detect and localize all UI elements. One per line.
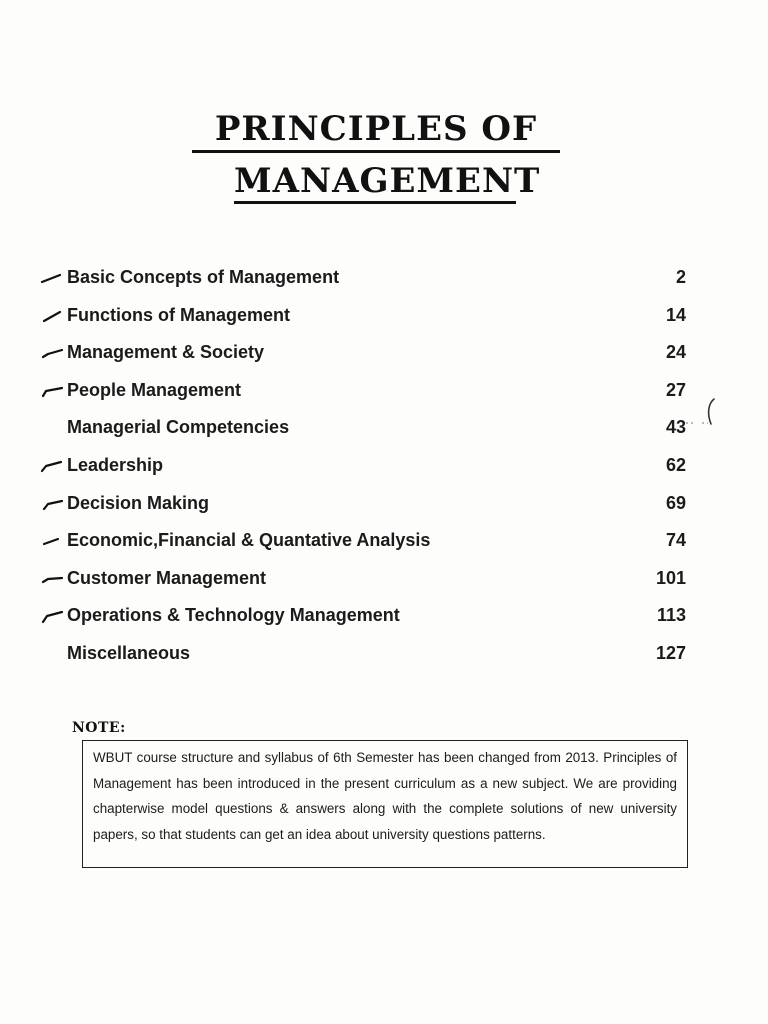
- toc-label: Miscellaneous: [67, 642, 191, 663]
- toc-row: [0, 375, 768, 413]
- title-underline-1: [192, 150, 560, 153]
- toc-page-number: 127: [655, 642, 686, 663]
- toc-row: [0, 638, 768, 676]
- handwritten-tick-icon: [40, 648, 66, 662]
- toc-page-number: 14: [665, 304, 686, 325]
- title-line-2: MANAGEMENT: [234, 161, 541, 201]
- handwritten-bracket-icon: [684, 396, 724, 430]
- toc-page-number: 24: [665, 342, 686, 363]
- toc-page-number: 74: [665, 530, 686, 551]
- toc-page-number: 43: [665, 417, 686, 438]
- handwritten-tick-icon: [40, 310, 66, 324]
- toc-row: [0, 450, 768, 488]
- toc-row: [0, 525, 768, 563]
- toc-page-number: 62: [665, 454, 686, 475]
- toc-row: [0, 563, 768, 601]
- toc-page-number: 113: [656, 605, 686, 626]
- toc-page-number: 69: [665, 492, 686, 513]
- handwritten-tick-icon: [40, 573, 66, 587]
- toc-row: [0, 488, 768, 526]
- title-underline-2: [234, 201, 516, 204]
- note-text: WBUT course structure and syllabus of 6th Semester has been changed from 2013. Principles of Management has been introduced in the present curriculum as a new subject. We are providing chapterwise model questions & answers along with the complete solutions of new university papers, so that students can get an idea about university questions patterns.: [93, 750, 677, 842]
- toc-label: Basic Concepts of Management: [67, 267, 340, 287]
- toc-row: [0, 412, 768, 450]
- toc-label: Leadership: [67, 454, 164, 475]
- toc-row: [0, 300, 768, 338]
- toc-page-number: 101: [655, 567, 686, 588]
- toc-row: [0, 262, 768, 300]
- toc-row: [0, 600, 768, 638]
- note-box: [82, 740, 688, 868]
- toc-label: Functions of Management: [67, 304, 291, 325]
- note-heading: NOTE:: [72, 720, 126, 736]
- handwritten-tick-icon: [40, 347, 66, 361]
- toc-label: People Management: [67, 379, 242, 400]
- toc-label: Management & Society: [67, 342, 265, 363]
- table-of-contents: [0, 262, 768, 676]
- handwritten-tick-icon: [40, 535, 66, 549]
- handwritten-tick-icon: [40, 610, 66, 624]
- toc-row: [0, 337, 768, 375]
- toc-label: Managerial Competencies: [67, 417, 290, 438]
- handwritten-tick-icon: [40, 422, 66, 436]
- handwritten-tick-icon: [40, 385, 66, 399]
- toc-label: Economic,Financial & Quantative Analysis: [67, 530, 431, 551]
- toc-label: Decision Making: [67, 492, 210, 513]
- title-line-1: PRINCIPLES OF: [214, 109, 538, 149]
- toc-page-number: 27: [665, 379, 686, 400]
- handwritten-tick-icon: [40, 460, 66, 474]
- toc-label: Operations & Technology Management: [67, 605, 400, 626]
- handwritten-tick-icon: [40, 498, 66, 512]
- toc-label: Customer Management: [67, 567, 267, 588]
- toc-page-number: 2: [675, 267, 686, 287]
- handwritten-tick-icon: [40, 272, 66, 286]
